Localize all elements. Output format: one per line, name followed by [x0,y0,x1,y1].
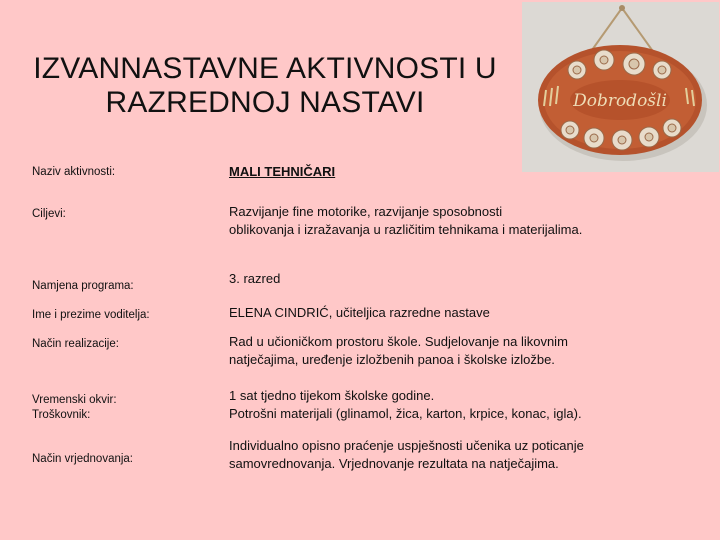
label-nacin-vrjednovanja: Način vrjednovanja: [32,453,134,465]
title-line-1: IZVANNASTAVNE AKTIVNOSTI U [33,52,497,85]
value-voditelj: ELENA CINDRIĆ, učiteljica razredne nastave [229,305,490,320]
value-naziv: MALI TEHNIČARI [229,164,336,179]
value-realizacija-line1: Rad u učioničkom prostoru škole. Sudjelovanje na likovnim [229,334,568,349]
value-realizacija-line2: natječajima, uređenje izložbenih panoa i školske izložbe. [229,352,555,367]
label-naziv: Naziv aktivnosti: [32,166,116,178]
value-ciljevi-line1: Razvijanje fine motorike, razvijanje sposobnosti [229,204,503,219]
label-namjena: Namjena programa: [32,280,134,292]
label-ciljevi: Ciljevi: [32,208,66,220]
value-ciljevi-line2: oblikovanja i izražavanja u različitim tehnikama i materijalima. [229,222,583,237]
clay-plaque-photo [522,2,719,172]
clay-plaque-image [522,2,719,172]
label-troskovnik: Troškovnik: [32,409,91,421]
label-voditelj: Ime i prezime voditelja: [32,309,150,321]
value-vrjednovanje-line1: Individualno opisno praćenje uspješnosti učenika uz poticanje [229,438,584,453]
slide-title [0,52,530,120]
value-vrjednovanje-line2: samovrednovanja. Vrjednovanje rezultata na natječajima. [229,456,559,471]
value-namjena: 3. razred [229,271,281,286]
label-vremenski-okvir: Vremenski okvir: [32,394,117,406]
title-line-2: RAZREDNOJ NASTAVI [105,86,425,119]
value-vremenski-line2: Potrošni materijali (glinamol, žica, karton, krpice, konac, igla). [229,406,582,421]
value-vremenski-line1: 1 sat tjedno tijekom školske godine. [229,388,435,403]
plaque-text: Dobrodošli [573,91,667,111]
label-nacin-realizacije: Način realizacije: [32,338,119,350]
